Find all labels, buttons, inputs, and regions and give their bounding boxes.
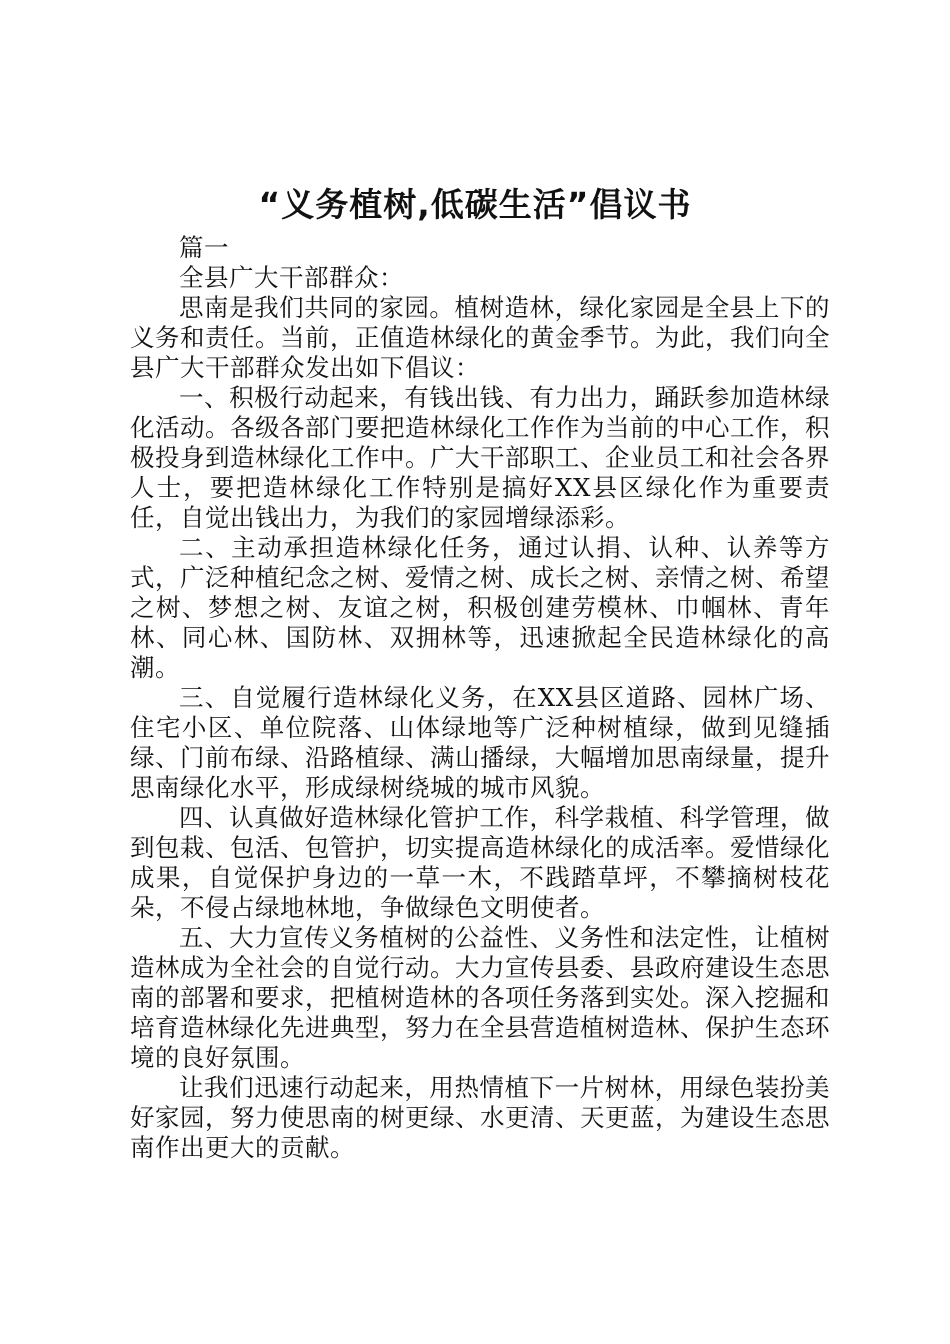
paragraph-proposal-4: 四、认真做好造林绿化管护工作，科学栽植、科学管理，做到包栽、包活、包管护，切实提高造林绿化的成活率。爱惜绿化成果，自觉保护身边的一草一木，不践踏草坪，不攀摘树枝花朵，不侵占绿地林地，争做绿色文明使者。 <box>130 803 830 922</box>
salutation: 全县广大干部群众： <box>179 263 404 292</box>
paragraph-proposal-5: 五、大力宣传义务植树的公益性、义务性和法定性，让植树造林成为全社会的自觉行动。大力宣传县委、县政府建设生态思南的部署和要求，把植树造林的各项任务落到实处。深入挖掘和培育造林绿化先进典型，努力在全县营造植树造林、保护生态环境的良好氛围。 <box>130 923 830 1072</box>
section-label: 篇一 <box>179 233 229 262</box>
paragraph-closing: 让我们迅速行动起来，用热情植下一片树林，用绿色装扮美好家园，努力使思南的树更绿、水更清、天更蓝，为建设生态思南作出更大的贡献。 <box>130 1073 830 1162</box>
paragraph-proposal-1: 一、积极行动起来，有钱出钱、有力出力，踊跃参加造林绿化活动。各级各部门要把造林绿化工作作为当前的中心工作，积极投身到造林绿化工作中。广大干部职工、企业员工和社会各界人士，要把造林绿化工作特别是搞好XX县区绿化作为重要责任，自觉出钱出力，为我们的家园增绿添彩。 <box>130 383 830 532</box>
paragraph-proposal-2: 二、主动承担造林绿化任务，通过认捐、认种、认养等方式，广泛种植纪念之树、爱情之树、成长之树、亲情之树、希望之树、梦想之树、友谊之树，积极创建劳模林、巾帼林、青年林、同心林、国防林、双拥林等，迅速掀起全民造林绿化的高潮。 <box>130 533 830 682</box>
paragraph-intro: 思南是我们共同的家园。植树造林，绿化家园是全县上下的义务和责任。当前，正值造林绿化的黄金季节。为此，我们向全县广大干部群众发出如下倡议： <box>130 293 830 382</box>
document-body <box>130 233 830 1163</box>
document-title: “义务植树,低碳生活”倡议书 <box>258 185 692 224</box>
paragraph-proposal-3: 三、自觉履行造林绿化义务，在XX县区道路、园林广场、住宅小区、单位院落、山体绿地等广泛种树植绿，做到见缝插绿、门前布绿、沿路植绿、满山播绿，大幅增加思南绿量，提升思南绿化水平，形成绿树绕城的城市风貌。 <box>130 683 830 802</box>
